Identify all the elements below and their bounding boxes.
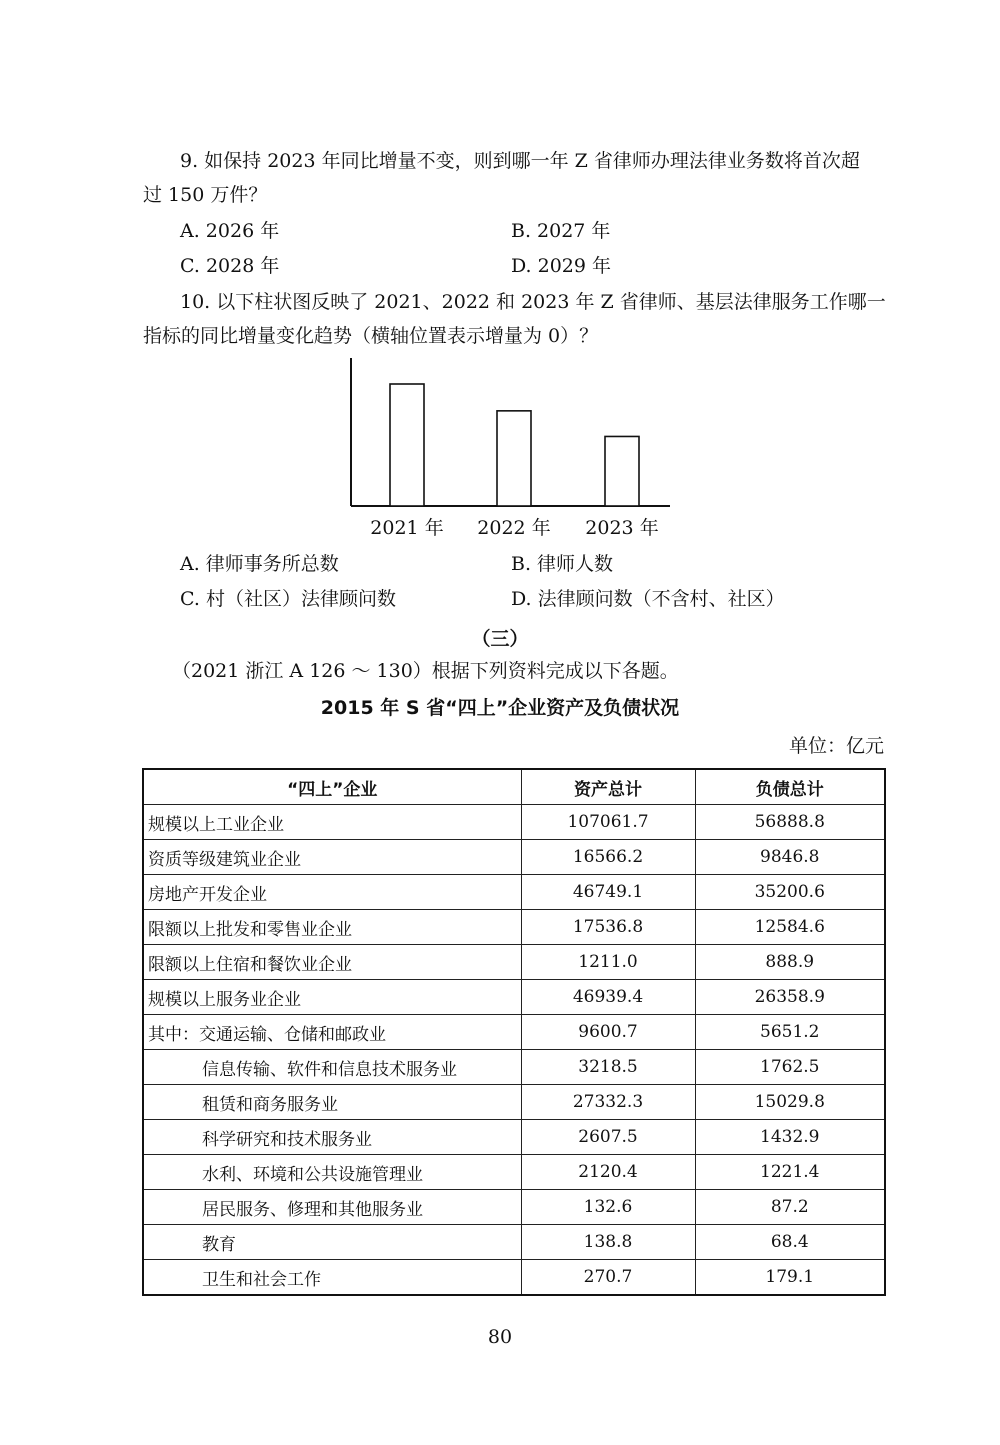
enterprise-name-cell: 水利、环境和公共设施管理业 — [143, 1155, 521, 1190]
table-row — [143, 1260, 885, 1296]
enterprise-name-cell: 其中：交通运输、仓储和邮政业 — [143, 1015, 521, 1050]
table-row — [143, 1225, 885, 1260]
liabilities-cell: 5651.2 — [695, 1015, 885, 1050]
liabilities-cell: 26358.9 — [695, 980, 885, 1015]
liabilities-cell: 888.9 — [695, 945, 885, 980]
q10-line2: 指标的同比增量变化趋势（横轴位置表示增量为 0）？ — [143, 325, 599, 347]
page-number: 80 — [487, 1326, 513, 1348]
q9-option-d: D. 2029 年 — [511, 255, 612, 277]
table-row — [143, 875, 885, 910]
x-tick-label: 2023 年 — [585, 517, 659, 539]
assets-cell: 138.8 — [521, 1225, 695, 1260]
q10-line1: 10. 以下柱状图反映了 2021、2022 和 2023 年 Z 省律师、基层法律服务工作哪一 — [180, 291, 886, 313]
table-body — [143, 805, 885, 1296]
bar-3 — [605, 436, 639, 506]
bar-chart — [330, 350, 690, 550]
liabilities-cell: 35200.6 — [695, 875, 885, 910]
liabilities-cell: 87.2 — [695, 1190, 885, 1225]
assets-cell: 107061.7 — [521, 805, 695, 840]
enterprise-name-cell: 规模以上工业企业 — [143, 805, 521, 840]
liabilities-cell: 68.4 — [695, 1225, 885, 1260]
enterprise-name-cell: 规模以上服务业企业 — [143, 980, 521, 1015]
table-row — [143, 910, 885, 945]
x-tick-label: 2021 年 — [370, 517, 444, 539]
header-liabilities: 负债总计 — [695, 769, 885, 805]
table-row — [143, 1190, 885, 1225]
q10-option-d: D. 法律顾问数（不含村、社区） — [511, 588, 785, 610]
assets-cell: 27332.3 — [521, 1085, 695, 1120]
data-table — [142, 768, 886, 1296]
liabilities-cell: 179.1 — [695, 1260, 885, 1296]
table-row — [143, 1120, 885, 1155]
enterprise-name-cell: 限额以上批发和零售业企业 — [143, 910, 521, 945]
table-header-row — [143, 769, 885, 805]
assets-cell: 46749.1 — [521, 875, 695, 910]
section-intro: （2021 浙江 A 126 ～ 130）根据下列资料完成以下各题。 — [172, 660, 679, 682]
q10-option-a: A. 律师事务所总数 — [180, 553, 339, 575]
liabilities-cell: 1221.4 — [695, 1155, 885, 1190]
assets-cell: 2607.5 — [521, 1120, 695, 1155]
liabilities-cell: 15029.8 — [695, 1085, 885, 1120]
section-heading: （三） — [471, 628, 529, 650]
bar-2 — [497, 411, 531, 506]
q9-option-a: A. 2026 年 — [180, 220, 280, 242]
q9-line2: 过 150 万件？ — [143, 184, 268, 206]
table-row — [143, 1155, 885, 1190]
table-title: 2015 年 S 省“四上”企业资产及负债状况 — [320, 697, 680, 719]
assets-cell: 270.7 — [521, 1260, 695, 1296]
enterprise-name-cell: 科学研究和技术服务业 — [143, 1120, 521, 1155]
assets-cell: 16566.2 — [521, 840, 695, 875]
assets-cell: 3218.5 — [521, 1050, 695, 1085]
table-row — [143, 1085, 885, 1120]
header-assets: 资产总计 — [521, 769, 695, 805]
table-row — [143, 980, 885, 1015]
q9-option-b: B. 2027 年 — [511, 220, 611, 242]
table-row — [143, 1050, 885, 1085]
table-row — [143, 945, 885, 980]
liabilities-cell: 12584.6 — [695, 910, 885, 945]
enterprise-name-cell: 居民服务、修理和其他服务业 — [143, 1190, 521, 1225]
liabilities-cell: 1762.5 — [695, 1050, 885, 1085]
enterprise-name-cell: 资质等级建筑业企业 — [143, 840, 521, 875]
enterprise-name-cell: 租赁和商务服务业 — [143, 1085, 521, 1120]
enterprise-name-cell: 卫生和社会工作 — [143, 1260, 521, 1296]
enterprise-name-cell: 房地产开发企业 — [143, 875, 521, 910]
enterprise-name-cell: 教育 — [143, 1225, 521, 1260]
enterprise-name-cell: 限额以上住宿和餐饮业企业 — [143, 945, 521, 980]
liabilities-cell: 56888.8 — [695, 805, 885, 840]
assets-cell: 1211.0 — [521, 945, 695, 980]
table-row — [143, 1015, 885, 1050]
assets-cell: 132.6 — [521, 1190, 695, 1225]
bar-chart-svg — [330, 350, 690, 550]
q10-option-b: B. 律师人数 — [511, 553, 614, 575]
table-unit: 单位：亿元 — [788, 735, 884, 757]
liabilities-cell: 1432.9 — [695, 1120, 885, 1155]
assets-cell: 9600.7 — [521, 1015, 695, 1050]
q9-option-c: C. 2028 年 — [180, 255, 280, 277]
liabilities-cell: 9846.8 — [695, 840, 885, 875]
bar-1 — [390, 384, 424, 506]
header-enterprise: “四上”企业 — [143, 769, 521, 805]
assets-cell: 17536.8 — [521, 910, 695, 945]
enterprise-name-cell: 信息传输、软件和信息技术服务业 — [143, 1050, 521, 1085]
q10-option-c: C. 村（社区）法律顾问数 — [180, 588, 396, 610]
assets-cell: 2120.4 — [521, 1155, 695, 1190]
table-row — [143, 805, 885, 840]
table-row — [143, 840, 885, 875]
assets-cell: 46939.4 — [521, 980, 695, 1015]
q9-line1: 9. 如保持 2023 年同比增量不变，则到哪一年 Z 省律师办理法律业务数将首次超 — [180, 150, 860, 172]
x-tick-label: 2022 年 — [477, 517, 551, 539]
